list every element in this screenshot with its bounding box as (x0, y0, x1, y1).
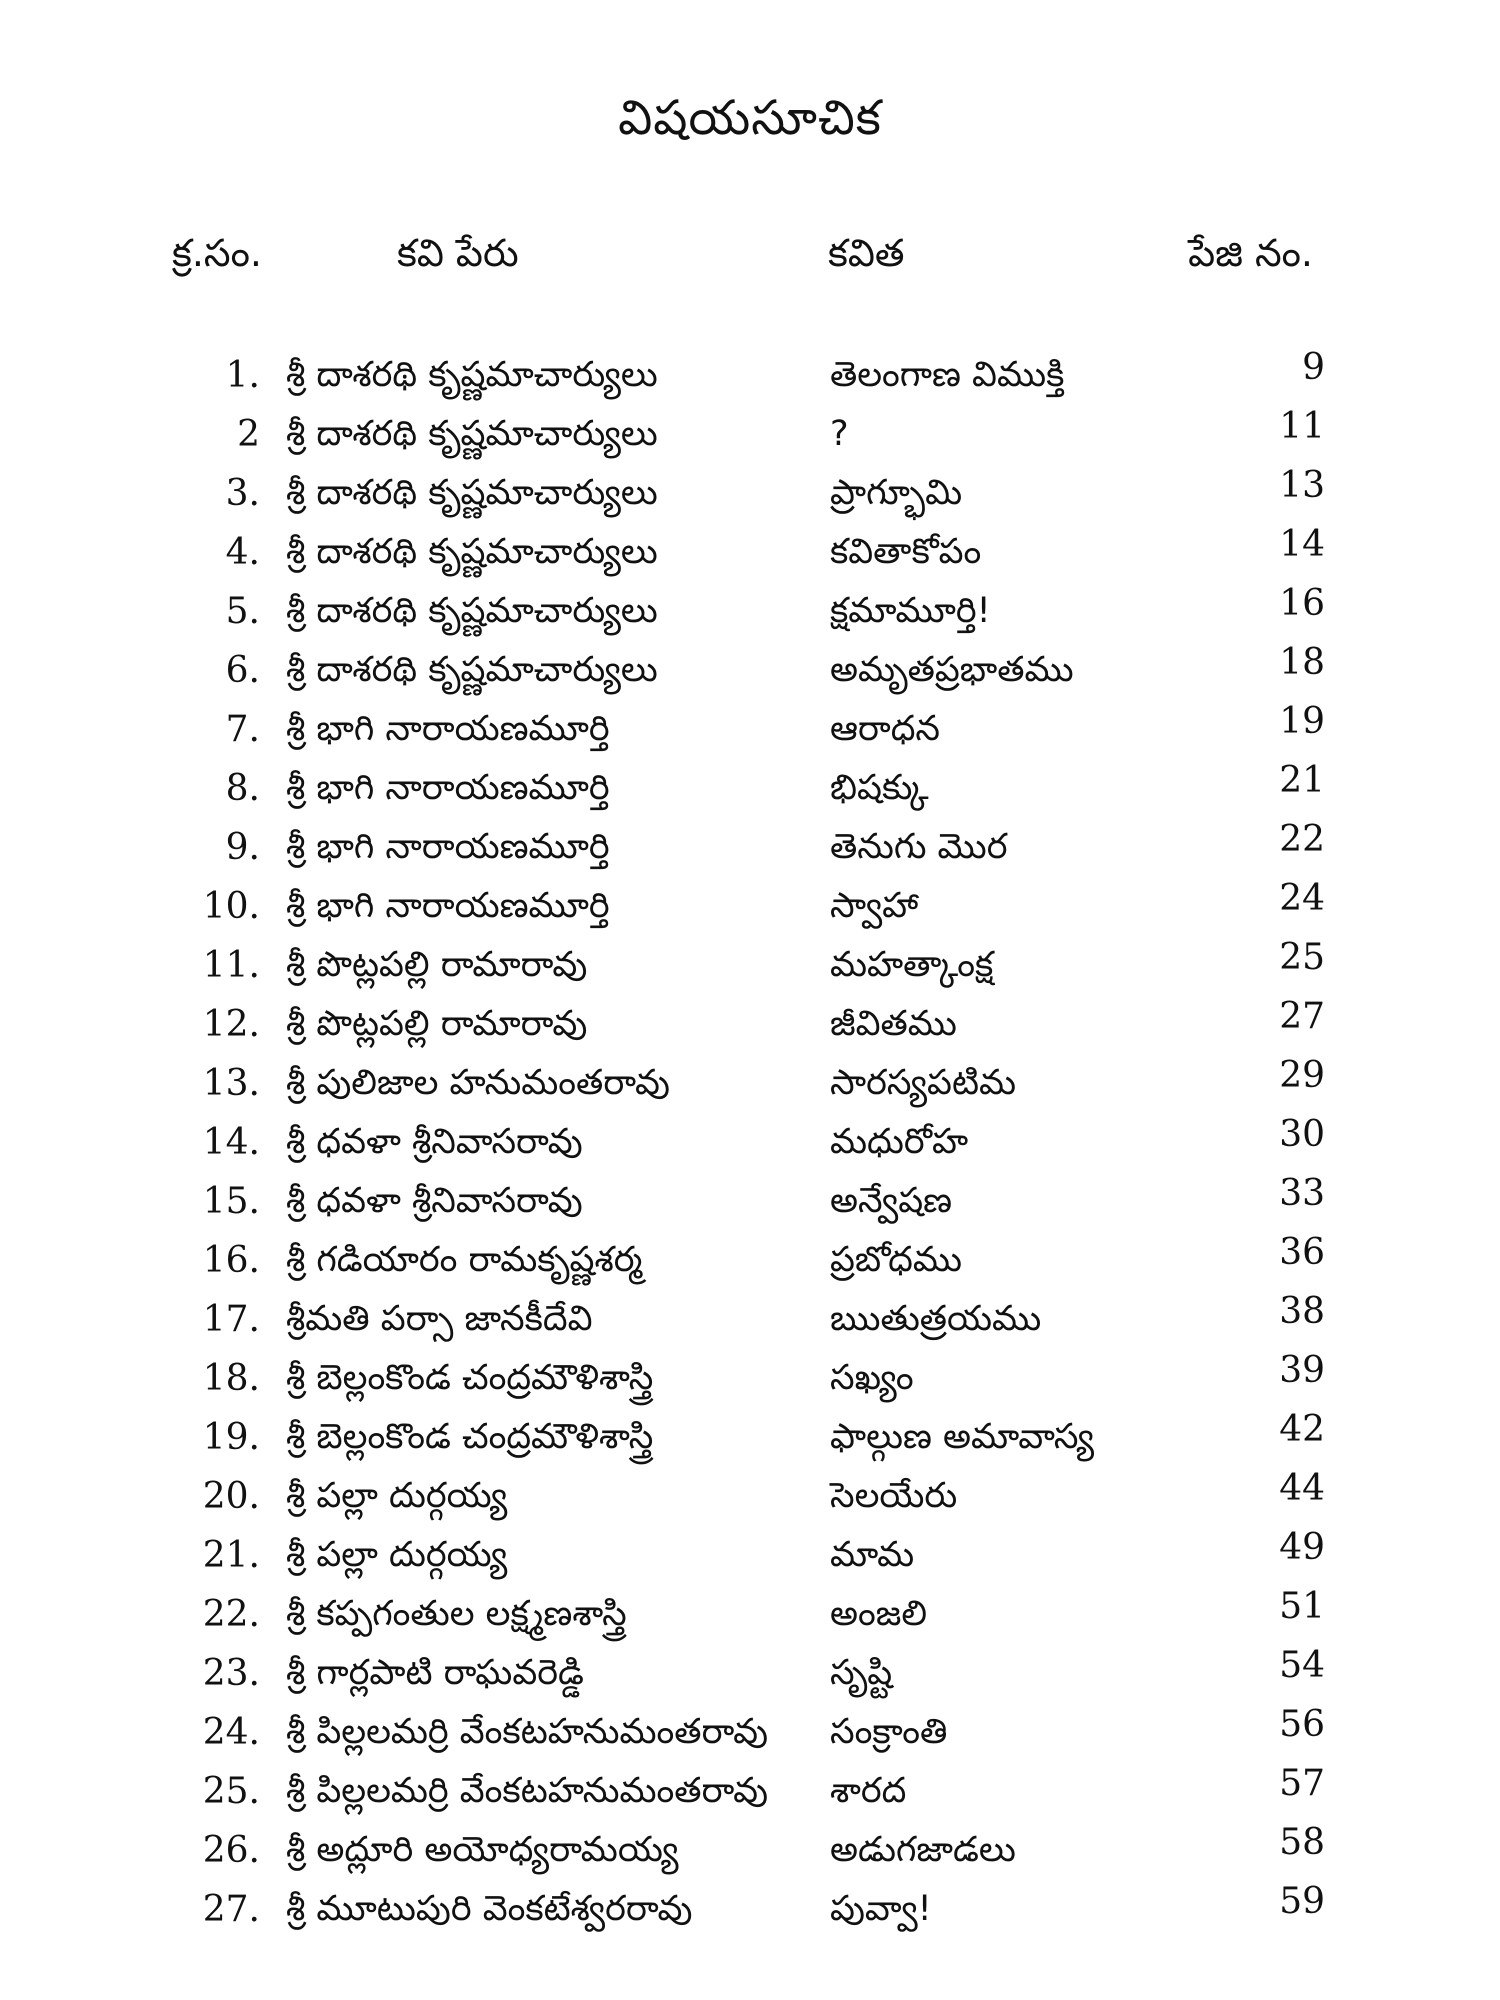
page-title: విషయసూచిక (618, 90, 882, 146)
poem-title: శారద (830, 1771, 907, 1811)
poet-name: శ్రీ దాశరథి కృష్ణమాచార్యులు (286, 414, 658, 454)
page-number: 19 (1279, 701, 1325, 742)
serial-number: 15. (202, 1181, 260, 1222)
list-item (0, 405, 1500, 464)
list-item (0, 877, 1500, 936)
page-number: 59 (1279, 1881, 1325, 1922)
list-item (0, 1880, 1500, 1939)
poet-name: శ్రీ పిల్లలమర్రి వేంకటహనుమంతరావు (286, 1712, 769, 1752)
poet-name: శ్రీ పల్లా దుర్గయ్య (286, 1476, 508, 1516)
list-item (0, 464, 1500, 523)
poem-title: మామ (830, 1535, 915, 1575)
page-number: 18 (1279, 642, 1325, 683)
poet-name: శ్రీ పిల్లలమర్రి వేంకటహనుమంతరావు (286, 1771, 769, 1811)
page-number: 30 (1279, 1114, 1325, 1155)
poet-name: శ్రీ అద్లూరి అయోధ్యరామయ్య (286, 1830, 679, 1870)
page-number: 22 (1279, 819, 1325, 860)
list-item (0, 1408, 1500, 1467)
poet-name: శ్రీ పొట్లపల్లి రామారావు (286, 1004, 588, 1044)
serial-number: 12. (202, 1004, 260, 1045)
page-number: 58 (1279, 1822, 1325, 1863)
serial-number-header: క్ర.సం. (172, 231, 262, 275)
poem-title: అమృతప్రభాతము (830, 650, 1074, 690)
page-number: 25 (1279, 937, 1325, 978)
serial-number: 11. (202, 945, 260, 986)
poet-name: శ్రీ ధవళా శ్రీనివాసరావు (286, 1122, 583, 1162)
poem-title: మధురోహ (830, 1122, 969, 1162)
poem-title: తెలంగాణ విముక్తి (830, 355, 1065, 395)
list-item (0, 1231, 1500, 1290)
list-item (0, 1585, 1500, 1644)
poet-name: శ్రీ భాగి నారాయణమూర్తి (286, 768, 610, 808)
list-item (0, 1290, 1500, 1349)
poem-title: ప్రాగ్భూమి (830, 473, 963, 513)
serial-number: 22. (202, 1594, 260, 1635)
poem-title: క్షమామూర్తి! (830, 591, 991, 631)
serial-number: 18. (202, 1358, 260, 1399)
poem-title: కవితాకోపం (830, 532, 982, 572)
page-number: 39 (1279, 1350, 1325, 1391)
list-item (0, 1821, 1500, 1880)
poet-name: శ్రీ గార్లపాటి రాఘవరెడ్డి (286, 1653, 584, 1693)
poem-title: సృష్టి (830, 1653, 893, 1693)
poet-name: శ్రీ దాశరథి కృష్ణమాచార్యులు (286, 473, 658, 513)
serial-number: 8. (225, 768, 260, 809)
poem-title: పువ్వా! (830, 1889, 932, 1929)
page-number: 44 (1279, 1468, 1325, 1509)
page-number: 11 (1279, 406, 1325, 447)
poem-title: సఖ్యం (830, 1358, 914, 1398)
serial-number: 5. (225, 591, 260, 632)
serial-number: 25. (202, 1771, 260, 1812)
list-item (0, 1349, 1500, 1408)
poet-name: శ్రీ భాగి నారాయణమూర్తి (286, 827, 610, 867)
poet-name: శ్రీ కప్పగంతుల లక్ష్మణశాస్త్రి (286, 1594, 627, 1634)
page-number: 51 (1279, 1586, 1325, 1627)
list-item (0, 523, 1500, 582)
poem-title: అడుగజాడలు (830, 1830, 1016, 1870)
serial-number: 23. (202, 1653, 260, 1694)
serial-number: 1. (225, 355, 260, 396)
page-number: 49 (1279, 1527, 1325, 1568)
list-item (0, 1762, 1500, 1821)
page-number: 24 (1279, 878, 1325, 919)
poem-title: భిషక్కు (830, 768, 929, 808)
page-number: 27 (1279, 996, 1325, 1037)
poet-name: శ్రీ దాశరథి కృష్ణమాచార్యులు (286, 532, 658, 572)
page-number: 42 (1279, 1409, 1325, 1450)
poem-title: స్వాహా (830, 886, 919, 926)
serial-number: 9. (225, 827, 260, 868)
serial-number: 26. (202, 1830, 260, 1871)
poet-name: శ్రీ భాగి నారాయణమూర్తి (286, 709, 610, 749)
page-number: 56 (1279, 1704, 1325, 1745)
page-number: 16 (1279, 583, 1325, 624)
serial-number: 10. (202, 886, 260, 927)
poem-title: అంజలి (830, 1594, 927, 1634)
serial-number: 21. (202, 1535, 260, 1576)
page-number: 54 (1279, 1645, 1325, 1686)
poem-title: సారస్యపటిమ (830, 1063, 1016, 1103)
list-item (0, 1526, 1500, 1585)
page-number: 13 (1279, 465, 1325, 506)
list-item (0, 818, 1500, 877)
list-item (0, 346, 1500, 405)
list-item (0, 1703, 1500, 1762)
list-item (0, 1644, 1500, 1703)
poet-name: శ్రీ దాశరథి కృష్ణమాచార్యులు (286, 355, 658, 395)
poem-title: సెలయేరు (830, 1476, 958, 1516)
poem-title: ? (830, 414, 849, 454)
poet-name: శ్రీ దాశరథి కృష్ణమాచార్యులు (286, 650, 658, 690)
poem-title: తెనుగు మొర (830, 827, 1008, 867)
page-number: 33 (1279, 1173, 1325, 1214)
poet-name-header: కవి పేరు (397, 231, 519, 275)
poem-title: సంక్రాంతి (830, 1712, 948, 1752)
list-item (0, 995, 1500, 1054)
serial-number: 4. (225, 532, 260, 573)
column-headers (0, 223, 1500, 283)
poem-title: ఋతుత్రయము (830, 1299, 1042, 1339)
list-item (0, 759, 1500, 818)
poem-title: ప్రబోధము (830, 1240, 963, 1280)
page-number: 36 (1279, 1232, 1325, 1273)
poet-name: శ్రీ దాశరథి కృష్ణమాచార్యులు (286, 591, 658, 631)
serial-number: 27. (202, 1889, 260, 1930)
serial-number: 16. (202, 1240, 260, 1281)
list-item (0, 1172, 1500, 1231)
list-item (0, 936, 1500, 995)
poet-name: శ్రీ పొట్లపల్లి రామారావు (286, 945, 588, 985)
list-item (0, 641, 1500, 700)
contents-list (0, 346, 1500, 1939)
poet-name: శ్రీ బెల్లంకొండ చంద్రమౌళిశాస్త్రి (286, 1358, 654, 1398)
page-number: 38 (1279, 1291, 1325, 1332)
poet-name: శ్రీ పులిజాల హనుమంతరావు (286, 1063, 670, 1103)
page-number: 14 (1279, 524, 1325, 565)
poet-name: శ్రీమతి పర్సా జానకీదేవి (286, 1299, 593, 1339)
serial-number: 20. (202, 1476, 260, 1517)
poem-title: మహత్కాంక్ష (830, 945, 994, 985)
page-number: 21 (1279, 760, 1325, 801)
poet-name: శ్రీ పల్లా దుర్గయ్య (286, 1535, 508, 1575)
page-number: 29 (1279, 1055, 1325, 1096)
serial-number: 7. (225, 709, 260, 750)
poet-name: శ్రీ బెల్లంకొండ చంద్రమౌళిశాస్త్రి (286, 1417, 654, 1457)
poem-title: ఆరాధన (830, 709, 941, 749)
poem-title: అన్వేషణ (830, 1181, 953, 1221)
serial-number: 2 (237, 414, 260, 455)
poet-name: శ్రీ గడియారం రామకృష్ణశర్మ (286, 1240, 643, 1280)
list-item (0, 1113, 1500, 1172)
serial-number: 19. (202, 1417, 260, 1458)
serial-number: 24. (202, 1712, 260, 1753)
poet-name: శ్రీ ధవళా శ్రీనివాసరావు (286, 1181, 583, 1221)
poem-header: కవిత (828, 231, 905, 275)
list-item (0, 1467, 1500, 1526)
page-number: 9 (1302, 347, 1325, 388)
serial-number: 17. (202, 1299, 260, 1340)
serial-number: 13. (202, 1063, 260, 1104)
serial-number: 3. (225, 473, 260, 514)
poem-title: ఫాల్గుణ అమావాస్య (830, 1417, 1095, 1457)
poet-name: శ్రీ మూటుపురి వెంకటేశ్వరరావు (286, 1889, 693, 1929)
page-number: 57 (1279, 1763, 1325, 1804)
poet-name: శ్రీ భాగి నారాయణమూర్తి (286, 886, 610, 926)
list-item (0, 1054, 1500, 1113)
list-item (0, 700, 1500, 759)
page-number-header: పేజి నం. (1188, 231, 1313, 275)
serial-number: 6. (225, 650, 260, 691)
list-item (0, 582, 1500, 641)
serial-number: 14. (202, 1122, 260, 1163)
poem-title: జీవితము (830, 1004, 957, 1044)
